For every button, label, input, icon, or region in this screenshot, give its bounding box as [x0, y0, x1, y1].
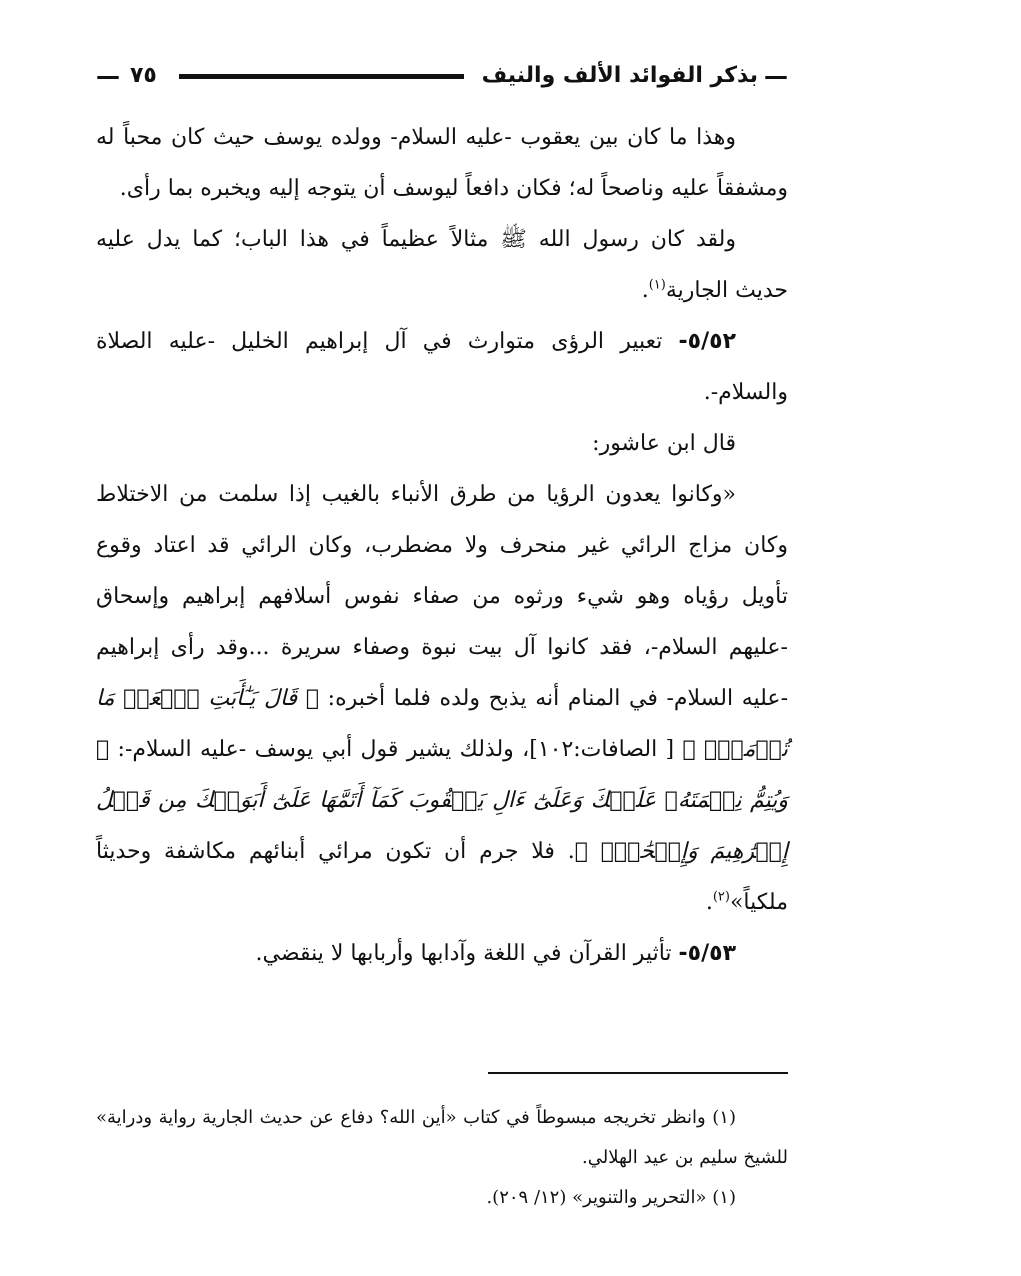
section-5-52: [96, 316, 788, 418]
quote-end: .: [705, 890, 713, 915]
running-header: [96, 56, 788, 96]
footnote-2: (١) «التحرير والتنوير» (١٢/ ٢٠٩).: [486, 1187, 736, 1208]
quran-verse-1: ﴿ قَالَ يَـٰٓأَبَتِ ٱفۡعَلۡ مَا تُؤۡمَرُۖ ﴾: [96, 686, 788, 762]
quote-intro: قال ابن عاشور:: [592, 431, 736, 456]
section-5-53-heading: تأثير القرآن في اللغة وآدابها وأربابها لا ينقضي.: [255, 941, 679, 966]
quran-verse-2: ﴿ وَيُتِمُّ نِعۡمَتَهُۥ عَلَيۡكَ وَعَلَىٰٓ ءَالِ يَعۡقُوبَ كَمَآ أَتَمَّهَا عَلَىٰٓ أَبَوَيۡكَ مِن قَبۡلُ إِبۡرَٰهِيمَ وَإِسۡحَٰقَۚ ﴾: [96, 737, 788, 864]
quote-text-a: «وكانوا يعدون الرؤيا من طرق الأنباء بالغيب إذا سلمت من الاختلاط وكان مزاج الرائي غير منحرف ولا مضطرب، وكان الرائي قد اعتاد وقوع تأويل رؤياه وهو شيء ورثوه من صفاء نفوس أسلافهم إبراهيم وإسحاق -عليهم السلام-، فقد كانوا آل بيت نبوة وصفاء سريرة ...وقد رأى إبراهيم -عليه السلام- في المنام أنه يذبح ولده فلما أخبره:: [96, 482, 788, 711]
footnotes: [96, 1098, 788, 1218]
section-5-52-heading: تعبير الرؤى متوارث في آل إبراهيم الخليل -عليه الصلاة والسلام-.: [96, 329, 788, 405]
page-number: ٧٥: [130, 63, 157, 88]
main-text: [96, 112, 788, 979]
footnote-separator: [488, 1072, 788, 1074]
footnote-ref-1: (١): [648, 277, 666, 293]
paragraph-1: وهذا ما كان بين يعقوب -عليه السلام- وولده يوسف حيث كان محباً له ومشفقاً عليه وناصحاً له؛ فكان دافعاً ليوسف أن يتوجه إليه ويخبره بما رأى.: [96, 125, 788, 201]
paragraph-2-end: .: [641, 278, 649, 303]
quote-paragraph: [96, 469, 788, 928]
section-5-53: [96, 928, 788, 979]
quote-text-c: . فلا جرم أن تكون مرائي أبنائهم مكاشفة وحديثاً ملكياً»: [96, 839, 788, 915]
paragraph-2-text: ولقد كان رسول الله ﷺ مثالاً عظيماً في هذا الباب؛ كما يدل عليه حديث الجارية: [96, 227, 788, 303]
footnote-ref-2: (٢): [712, 889, 730, 905]
section-number-5-52: ٥/٥٢-: [678, 329, 736, 354]
footnote-1: (١) وانظر تخريجه مبسوطاً في كتاب «أين الله؟ دفاع عن حديث الجارية رواية ودراية» للشيخ سليم بن عيد الهلالي.: [96, 1107, 788, 1168]
quote-text-b: [ الصافات:١٠٢]، ولذلك يشير قول أبي يوسف -عليه السلام-:: [109, 737, 683, 762]
header-rule: [179, 74, 464, 79]
header-dash-right: —: [764, 62, 788, 90]
header-dash-left: —: [96, 62, 120, 90]
running-title: بذكر الفوائد الألف والنيف: [481, 63, 758, 88]
section-number-5-53: ٥/٥٣-: [678, 941, 736, 966]
paragraph-2: [96, 214, 788, 316]
